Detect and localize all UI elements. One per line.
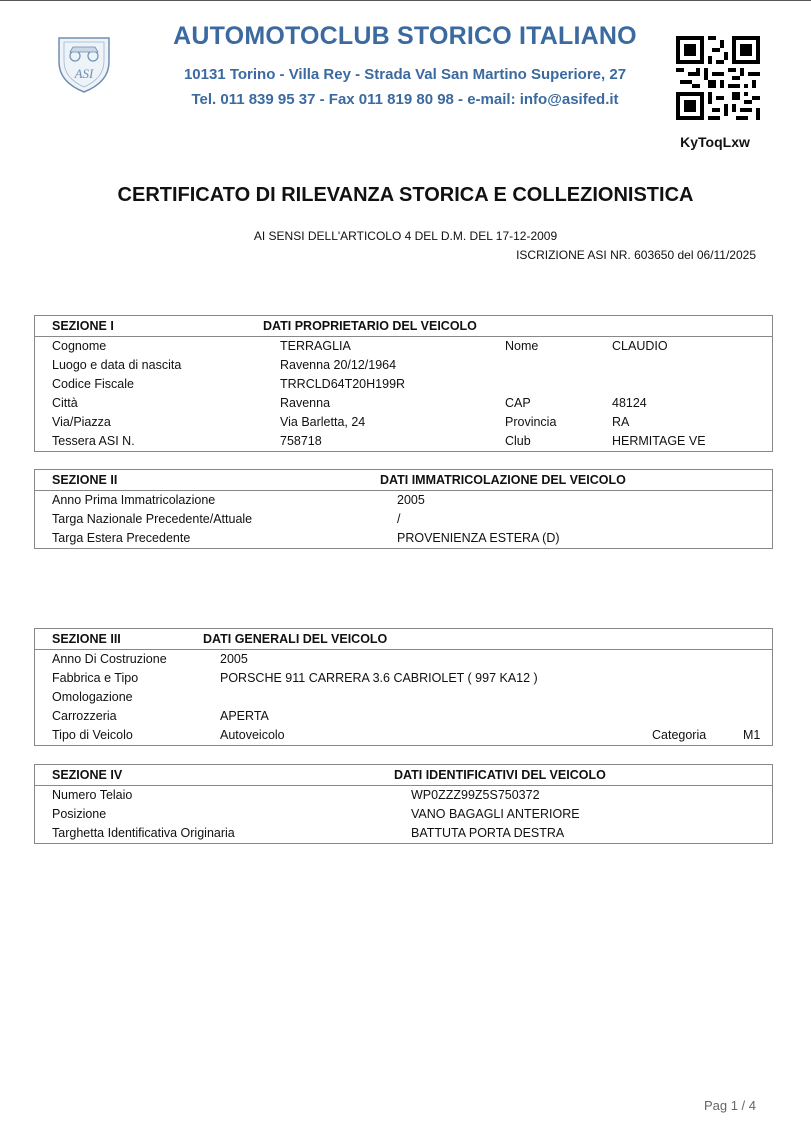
field-value: BATTUTA PORTA DESTRA — [411, 826, 565, 840]
field-row-codice-fiscale — [35, 375, 772, 394]
logo-lettering: ASI — [74, 66, 94, 81]
field-row-via-provincia — [35, 413, 772, 432]
field-row — [35, 491, 772, 510]
field-row — [35, 529, 772, 548]
organization-contacts: Tel. 011 839 95 37 - Fax 011 819 80 98 - e-mail: info@asifed.it — [191, 91, 619, 108]
field-row — [35, 707, 772, 726]
section-title: DATI PROPRIETARIO DEL VEICOLO — [263, 319, 477, 333]
field-row — [35, 669, 772, 688]
field-row — [35, 510, 772, 529]
organization-address: 10131 Torino - Villa Rey - Strada Val San Martino Superiore, 27 — [183, 66, 627, 83]
section-header — [35, 316, 772, 337]
section-label: SEZIONE IV — [52, 768, 123, 782]
field-label: Luogo e data di nascita — [52, 358, 182, 372]
field-label: Targa Estera Precedente — [52, 531, 191, 545]
field-row — [35, 688, 772, 707]
field-value: PROVENIENZA ESTERA (D) — [397, 531, 560, 545]
field-value: TRRCLD64T20H199R — [280, 377, 406, 391]
field-row-nascita — [35, 356, 772, 375]
asi-registration-number: ISCRIZIONE ASI NR. 603650 del 06/11/2025 — [516, 248, 756, 262]
field-label: Codice Fiscale — [52, 377, 134, 391]
field-value: Ravenna — [280, 396, 331, 410]
field-label: Tessera ASI N. — [52, 434, 135, 448]
field-value: WP0ZZZ99Z5S750372 — [411, 788, 540, 802]
field-value: RA — [612, 415, 630, 429]
field-row-tessera-club — [35, 432, 772, 451]
qr-code-label: KyToqLxw — [680, 134, 750, 150]
field-label: Anno Prima Immatricolazione — [52, 493, 216, 507]
field-value: Via Barletta, 24 — [280, 415, 366, 429]
field-value: TERRAGLIA — [280, 339, 351, 353]
field-label: Numero Telaio — [52, 788, 133, 802]
field-value: PORSCHE 911 CARRERA 3.6 CABRIOLET ( 997 KA12 ) — [220, 671, 538, 685]
field-label: Carrozzeria — [52, 709, 117, 723]
certificate-title: CERTIFICATO DI RILEVANZA STORICA E COLLEZIONISTICA — [117, 184, 694, 206]
section-label: SEZIONE II — [52, 473, 118, 487]
field-label: Città — [52, 396, 78, 410]
field-label: Targa Nazionale Precedente/Attuale — [52, 512, 253, 526]
field-row — [35, 786, 772, 805]
field-value: 758718 — [280, 434, 322, 448]
page-number: Pag 1 / 4 — [703, 1098, 756, 1113]
top-border-line — [0, 0, 811, 1]
field-label: Provincia — [505, 415, 557, 429]
field-label: Club — [505, 434, 531, 448]
field-value: HERMITAGE VE — [612, 434, 706, 448]
organization-name: AUTOMOTOCLUB STORICO ITALIANO — [173, 22, 637, 50]
section-header — [35, 765, 772, 786]
section-title: DATI IDENTIFICATIVI DEL VEICOLO — [394, 768, 606, 782]
field-label: Fabbrica e Tipo — [52, 671, 139, 685]
field-value: APERTA — [220, 709, 269, 723]
section-title: DATI GENERALI DEL VEICOLO — [203, 632, 388, 646]
field-label: Targhetta Identificativa Originaria — [52, 826, 235, 840]
section-header — [35, 470, 772, 491]
field-row — [35, 824, 772, 843]
section-label: SEZIONE I — [52, 319, 114, 333]
section-vehicle-general-data — [34, 628, 773, 746]
section-title: DATI IMMATRICOLAZIONE DEL VEICOLO — [380, 473, 626, 487]
section-vehicle-identification-data — [34, 764, 773, 844]
field-label: Nome — [505, 339, 539, 353]
field-value: VANO BAGAGLI ANTERIORE — [411, 807, 580, 821]
section-header — [35, 629, 772, 650]
field-value: Ravenna 20/12/1964 — [280, 358, 397, 372]
section-registration-data — [34, 469, 773, 549]
certificate-legal-reference: AI SENSI DELL'ARTICOLO 4 DEL D.M. DEL 17-12-2009 — [253, 229, 558, 243]
field-row — [35, 805, 772, 824]
field-value: Autoveicolo — [220, 728, 285, 742]
field-value: 2005 — [220, 652, 248, 666]
field-label: Posizione — [52, 807, 107, 821]
field-value: 48124 — [612, 396, 647, 410]
field-label: Omologazione — [52, 690, 133, 704]
qr-code-icon — [676, 36, 760, 120]
field-row-cognome-nome — [35, 337, 772, 356]
field-label: Tipo di Veicolo — [52, 728, 133, 742]
section-owner-data — [34, 315, 773, 452]
field-value: 2005 — [397, 493, 425, 507]
field-row-citta-cap — [35, 394, 772, 413]
section-label: SEZIONE III — [52, 632, 121, 646]
field-label: CAP — [505, 396, 531, 410]
field-value: M1 — [743, 728, 761, 742]
field-label: Categoria — [652, 728, 707, 742]
field-label: Cognome — [52, 339, 107, 353]
field-value: / — [397, 512, 401, 526]
field-label: Via/Piazza — [52, 415, 111, 429]
field-row — [35, 726, 772, 745]
field-row — [35, 650, 772, 669]
field-label: Anno Di Costruzione — [52, 652, 167, 666]
field-value: CLAUDIO — [612, 339, 668, 353]
